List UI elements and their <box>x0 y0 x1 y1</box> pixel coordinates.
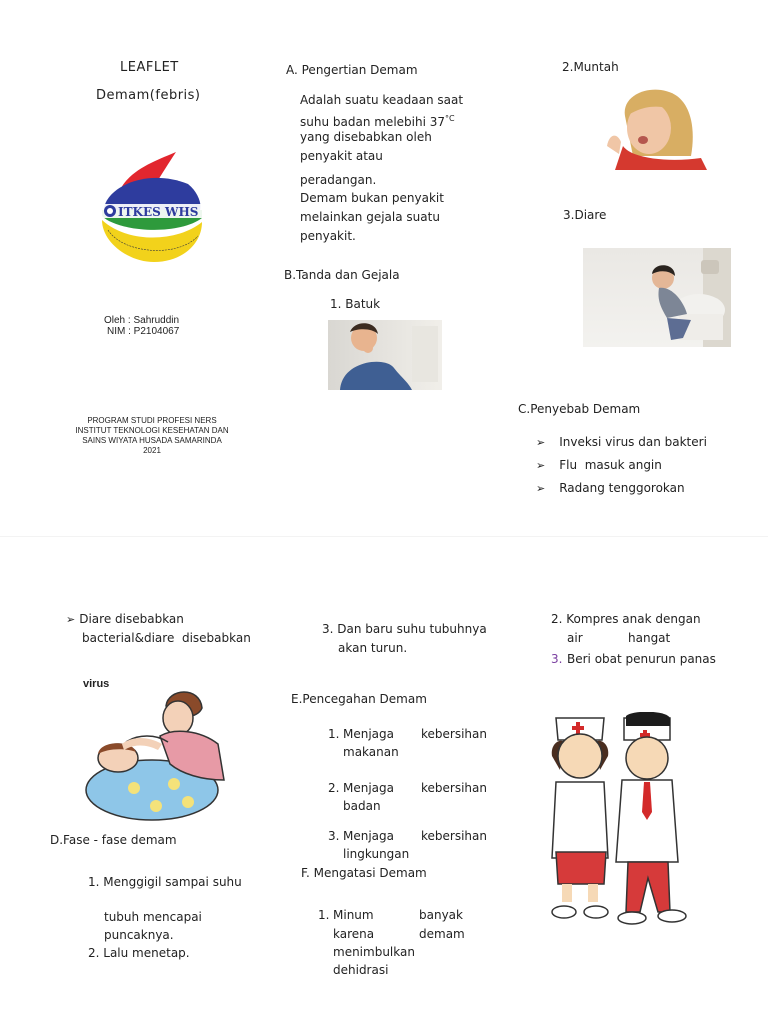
cause-item <box>536 479 685 498</box>
arrow-bullet-icon: ➢ <box>536 436 546 449</box>
diarrhea-child-photo <box>583 248 731 347</box>
remedy-word: hangat <box>628 631 671 645</box>
prevention-word: kebersihan <box>421 727 487 741</box>
program-line: INSTITUT TEKNOLOGI KESEHATAN DAN <box>75 426 229 435</box>
leaflet-subtitle: Demam(febris) <box>96 88 201 103</box>
definition-line: Demam bukan penyakit <box>300 191 444 205</box>
remedy-num: 3. <box>551 652 563 666</box>
definition-line: penyakit atau <box>300 149 383 163</box>
remedy-word: air <box>567 631 583 645</box>
program-line: SAINS WIYATA HUSADA SAMARINDA <box>82 436 222 445</box>
arrow-bullet-icon: ➢ <box>66 613 76 626</box>
definition-line: suhu badan melebihi 37 <box>300 115 446 129</box>
virus-label: virus <box>83 678 110 690</box>
definition-line: Adalah suatu keadaan saat <box>300 93 464 107</box>
cause-text: Flu masuk angin <box>559 458 662 472</box>
program-block <box>62 416 242 456</box>
diare-cause-line: Diare disebabkan <box>79 612 184 626</box>
author-label: Oleh : Sahruddin <box>104 315 180 326</box>
section-a-title: A. Pengertian Demam <box>286 63 418 77</box>
logo-text: ITKES WHS <box>118 205 199 219</box>
page-divider <box>0 536 768 537</box>
prevention-word: kebersihan <box>421 829 487 843</box>
phase-line: akan turun. <box>338 641 408 655</box>
prevention-word: Menjaga <box>343 781 394 795</box>
cause-item <box>536 433 707 452</box>
prevention-word: kebersihan <box>421 781 487 795</box>
definition-line: peradangan. <box>300 173 377 187</box>
arrow-bullet-icon: ➢ <box>536 482 546 495</box>
section-c-title: C.Penyebab Demam <box>518 402 641 416</box>
coughing-child-photo <box>328 320 442 390</box>
section-d-title: D.Fase - fase demam <box>50 833 177 847</box>
doctors-illustration <box>546 712 696 930</box>
phase-line: puncaknya. <box>104 928 174 942</box>
phase-line: 3. Dan baru suhu tubuhnya <box>322 622 487 636</box>
definition-line: yang disebabkan oleh <box>300 130 432 144</box>
itkes-logo <box>98 150 204 270</box>
remedy-word: demam <box>419 927 465 941</box>
leaflet-title: LEAFLET <box>120 60 179 75</box>
remedy-word: Minum <box>333 908 374 922</box>
prevention-word: badan <box>343 799 381 813</box>
prevention-word: Menjaga <box>343 829 394 843</box>
arrow-bullet-icon: ➢ <box>536 459 546 472</box>
remedy-num: 1. <box>318 908 330 922</box>
symptom-muntah: 2.Muntah <box>562 60 619 74</box>
prevention-num: 3. <box>328 829 340 843</box>
prevention-word: makanan <box>343 745 399 759</box>
prevention-num: 1. <box>328 727 340 741</box>
temp-unit: °C <box>445 114 455 123</box>
section-b-title: B.Tanda dan Gejala <box>284 268 400 282</box>
nim-label: NIM : P2104067 <box>107 326 180 337</box>
section-f-title: F. Mengatasi Demam <box>301 866 427 880</box>
mother-caring-child-illustration <box>78 684 230 824</box>
phase-line: 1. Menggigil sampai suhu <box>88 875 242 889</box>
diare-cause-line: bacterial&diare disebabkan <box>82 631 251 645</box>
remedy-word: banyak <box>419 908 463 922</box>
remedy-line: 2. Kompres anak dengan <box>551 612 701 626</box>
phase-line: tubuh mencapai <box>104 910 202 924</box>
remedy-word: karena <box>333 927 375 941</box>
definition-line: penyakit. <box>300 229 356 243</box>
remedy-line: Beri obat penurun panas <box>567 652 716 666</box>
cause-text: Radang tenggorokan <box>559 481 685 495</box>
cause-item <box>536 456 662 475</box>
definition-line: melainkan gejala suatu <box>300 210 440 224</box>
program-line: PROGRAM STUDI PROFESI NERS <box>87 416 217 425</box>
diare-cause-item <box>66 610 184 629</box>
symptom-diare: 3.Diare <box>563 208 607 222</box>
prevention-num: 2. <box>328 781 340 795</box>
remedy-word: menimbulkan <box>333 945 415 959</box>
vomiting-child-photo <box>603 86 709 170</box>
program-line: 2021 <box>143 446 161 455</box>
section-e-title: E.Pencegahan Demam <box>291 692 427 706</box>
remedy-word: dehidrasi <box>333 963 389 977</box>
cause-text: Inveksi virus dan bakteri <box>559 435 707 449</box>
prevention-word: lingkungan <box>343 847 410 861</box>
prevention-word: Menjaga <box>343 727 394 741</box>
phase-line: 2. Lalu menetap. <box>88 946 190 960</box>
symptom-batuk: 1. Batuk <box>330 297 381 311</box>
